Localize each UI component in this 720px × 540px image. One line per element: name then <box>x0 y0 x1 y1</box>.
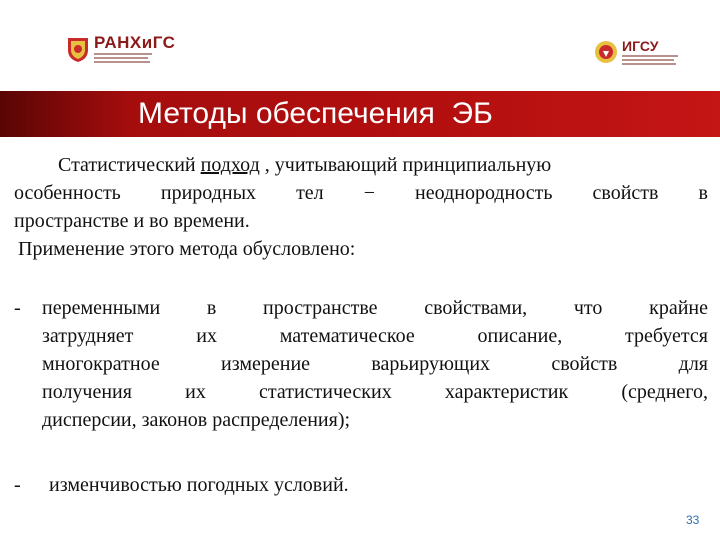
ranepa-logo-name: РАНХиГС <box>94 33 176 52</box>
intro-line-1-rest: , учитывающий принципиальную <box>259 154 552 176</box>
bullet-1-line-2: затрудняет их математическое описание, требуется <box>42 325 708 347</box>
bullet-marker: - <box>14 474 21 496</box>
intro-underlined-term: подход <box>200 154 260 176</box>
intro-line-3: пространстве и во времени. <box>14 210 250 232</box>
bullet-1-line-5: дисперсии, законов распределения); <box>42 409 351 431</box>
intro-line-2: особенность природных тел − неоднородность свойств в <box>14 182 708 204</box>
intro-line-4: Применение этого метода обусловлено: <box>18 238 356 260</box>
intro-line-1 <box>58 151 551 179</box>
bullet-2-line-1: изменчивостью погодных условий. <box>49 474 349 496</box>
page-number: 33 <box>686 513 700 527</box>
bullet-1-line-1: переменными в пространстве свойствами, что крайне <box>42 297 708 319</box>
bullet-marker: - <box>14 297 21 319</box>
intro-lead-word: Статистический <box>58 154 196 176</box>
igsu-logo-name: ИГСУ <box>622 38 659 54</box>
bullet-1-line-3: многократное измерение варьирующих свойств для <box>42 353 708 375</box>
bullet-1-line-4: получения их статистических характеристик (среднего, <box>42 381 708 403</box>
slide-title: Методы обеспечения ЭБ <box>138 97 493 130</box>
